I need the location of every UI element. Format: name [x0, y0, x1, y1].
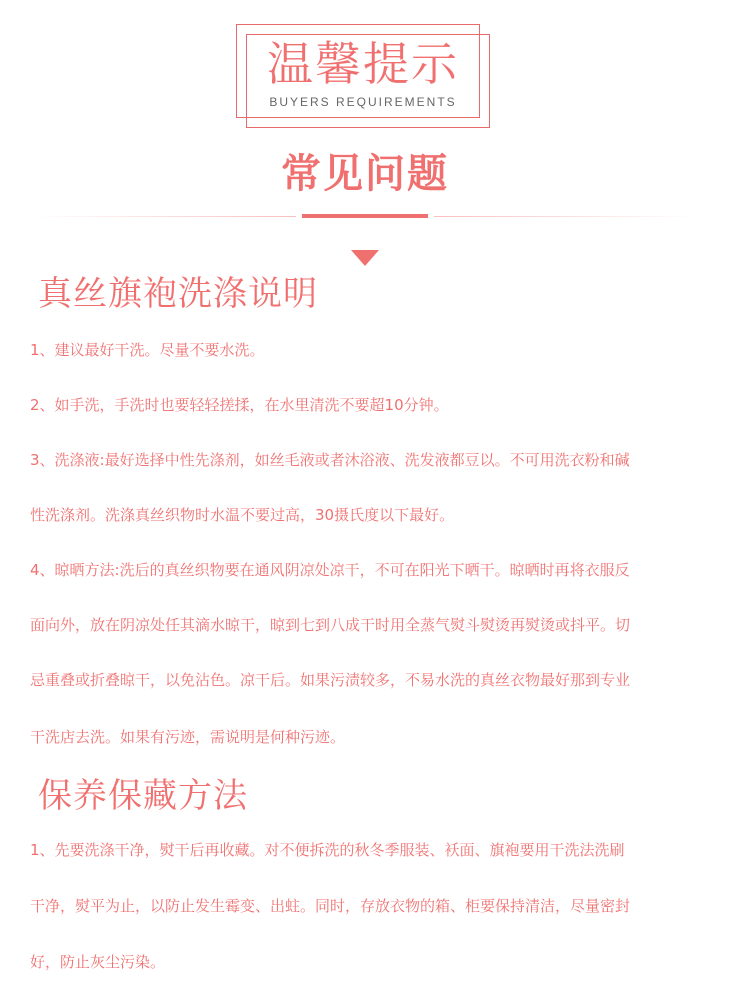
- washing-line: 2、如手洗，手洗时也要轻轻搓揉，在水里清洗不要超10分钟。: [30, 396, 449, 414]
- divider-left: [34, 216, 296, 217]
- storage-line: 干净，熨平为止，以防止发生霉变、出蛀。同时，存放衣物的箱、柜要保持清洁，尽量密封: [30, 897, 631, 915]
- divider-center: [302, 214, 428, 218]
- storage-line: 好，防止灰尘污染。: [30, 953, 166, 971]
- washing-heading: 真丝旗袍洗涤说明: [38, 274, 318, 314]
- storage-line: 1、先要洗涤干净，熨干后再收藏。对不便拆洗的秋冬季服装、袄面、旗袍要用干洗法洗刷: [30, 841, 625, 859]
- page-subtitle: BUYERS REQUIREMENTS: [269, 95, 457, 109]
- washing-line: 3、洗涤液:最好选择中性先涤剂，如丝毛液或者沐浴液、洗发液都豆以。不可用洗衣粉和碱: [30, 451, 630, 469]
- divider-right: [434, 216, 696, 217]
- washing-line: 性洗涤剂。洗涤真丝织物时水温不要过高，30摄氏度以下最好。: [30, 506, 455, 524]
- storage-heading: 保养保藏方法: [38, 776, 248, 816]
- faq-title: 常见问题: [281, 151, 449, 197]
- page-title: 温馨提示: [267, 37, 459, 91]
- washing-line: 忌重叠或折叠晾干，以免沾色。凉干后。如果污渍较多，不易水洗的真丝衣物最好那到专业: [30, 671, 631, 689]
- washing-line: 4、晾晒方法:洗后的真丝织物要在通风阴凉处凉干，不可在阳光下晒干。晾晒时再将衣服反: [30, 561, 630, 579]
- washing-line: 面向外，放在阴凉处任其滴水晾干，晾到七到八成干时用全蒸气熨斗熨烫再熨烫或抖平。切: [30, 616, 631, 634]
- washing-line: 干洗店去洗。如果有污迹，需说明是何种污迹。: [30, 728, 346, 746]
- triangle-down-icon: [351, 250, 379, 266]
- washing-line: 1、建议最好干洗。尽量不要水洗。: [30, 341, 265, 359]
